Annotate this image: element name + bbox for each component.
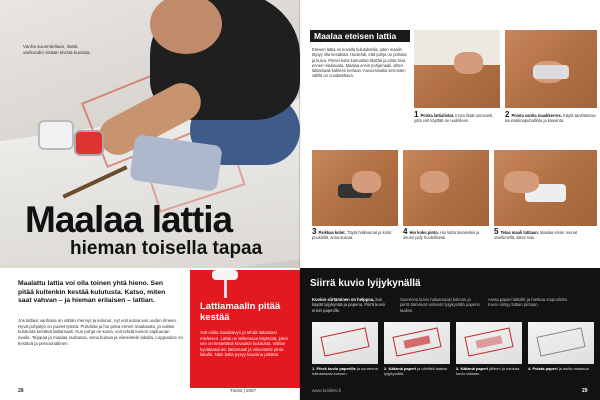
page-number: 28 — [18, 388, 24, 394]
paint-roller-icon — [212, 270, 238, 298]
transfer-photo-4 — [528, 322, 594, 364]
paint-can-red — [74, 130, 104, 156]
gutter — [299, 0, 301, 400]
transfer-caption-1: 1. Piirrä kuvio paperille ja suurenna haluamaasi kokoon. — [312, 366, 378, 376]
steps-section — [300, 0, 600, 268]
info-box-title: Lattiamaalin pitää kestää — [200, 301, 281, 323]
transfer-caption-3: 3. Käännä paperi jälleen ja hankaa kuvio lattiaan. — [456, 366, 520, 376]
transfer-text-col3: Aseta paperi lattialle ja hankaa etupuolelta. Kuvio siirtyy lattian pintaan. — [488, 297, 568, 308]
step-caption-3: 3 Paikkaa kolot. Täytä halkeamat ja kolot puukitillä, anna kuivua. — [312, 227, 392, 241]
step-caption-2: 2 Poista vanha maalikerros. Käytä tarvittaessa kuumailmapuhallinta ja kaavinta. — [505, 110, 596, 124]
info-box — [190, 270, 300, 388]
page-number: 29 — [582, 388, 588, 394]
photo-caption: Vanha suunnitellaan, lisätä värikoodin sisään tiivistä kuvioita. — [23, 44, 91, 55]
right-page — [300, 0, 600, 400]
paint-can-white — [38, 120, 74, 150]
transfer-photo-3 — [456, 322, 522, 364]
transfer-photo-1 — [312, 322, 378, 364]
transfer-title: Siirrä kuvio lyijykynällä — [310, 278, 421, 289]
transfer-text-col2: Suurenna kuvio haluamaasi kokoon ja piirrä ääriviivat vahvasti lyijykynällä paperin taakse. — [400, 297, 480, 313]
transfer-caption-2: 2. Käännä paperi ja värittää taakse lyijykynällä. — [384, 366, 448, 376]
step-caption-5: 5 Telaa maali lattiaan. Maalaa ensin reunat siveltimellä, sitten tela. — [494, 227, 578, 241]
footer-left: Tiedot | 2007 — [230, 388, 257, 393]
headline: Maalaa lattia — [25, 199, 233, 240]
intro-text: Maalattu lattia voi olla toinen yhtä hieno. Sen pitää kuitenkin kestää kulutusta. Katso, miten saat vahvan – ja hieman erilaisen – lattian. — [18, 280, 166, 305]
footer-right: www.kotiliesi.fi — [312, 388, 342, 393]
info-box-text: Voit valita maalisävyn ja tehdä lattiastasi mieleisen. Lattia on ahkerassa käytössä, joten sen on kestettävä kovaakin kulutusta. Valitse hyvälaatuinen lattiamaali ja viimeistele pinta lakalla. Näin lattia pysyy kauniina pitkään. — [200, 330, 288, 358]
step-photo-4 — [403, 150, 489, 226]
step-photo-1 — [414, 30, 500, 108]
step-caption-4: 4 Hio koko pinta. Hio lattia tasaiseksi ja imuroi pöly huolellisesti. — [403, 227, 480, 241]
body-text: Jos lattiasi vanhana on vähän mennyt ja kulunut, nyt voit antaa sen uuden ilmeen. Hyvä pohjatyö on puolet työstä. Puhdista ja hio pinta ennen maalausta, ja valitse kulutusta kestävä lattiamaali. Kun pohja on kuiva, voit tehdä kuvion sapluunan avulla. Teippaa ja maalaa rauhassa, anna kuivua ja viimeistele lakalla. Lopputulos on kestävä ja persoonallinen. — [18, 318, 183, 346]
subheadline: hieman toisella tapaa — [70, 238, 263, 259]
tip-title: Maalaa eteisen lattia — [310, 30, 410, 42]
step-photo-5 — [494, 150, 597, 226]
step-photo-2 — [505, 30, 597, 108]
step-photo-3 — [312, 150, 398, 226]
step-caption-1: 1 Poista lattialistat. Irrota listat varovasti, jotta voit käyttää ne uudelleen. — [414, 110, 494, 124]
transfer-intro: Kuvion siirtäminen on helppoa, kun käytät lyijykynää ja paperia. Piirrä kuvio ensin paperille. — [312, 297, 386, 313]
transfer-caption-4: 4. Poista paperi ja aloita maalaus. — [528, 366, 590, 371]
tip-text: Eteisen lattia on kovalla kulutuksella, joten maalin täytyy olla kestävää. Huolehdi, että pohja on puhdas ja kuiva. Pienet kolot kannattaa täyttää ja pinta hioa ennen maalausta. Maalaa ensin pohjamaali, sitten lattiamaali kahteen kertaan. Kuivumisaika kerrosten välillä on noudatettava. — [312, 47, 407, 79]
transfer-photo-2 — [384, 322, 450, 364]
